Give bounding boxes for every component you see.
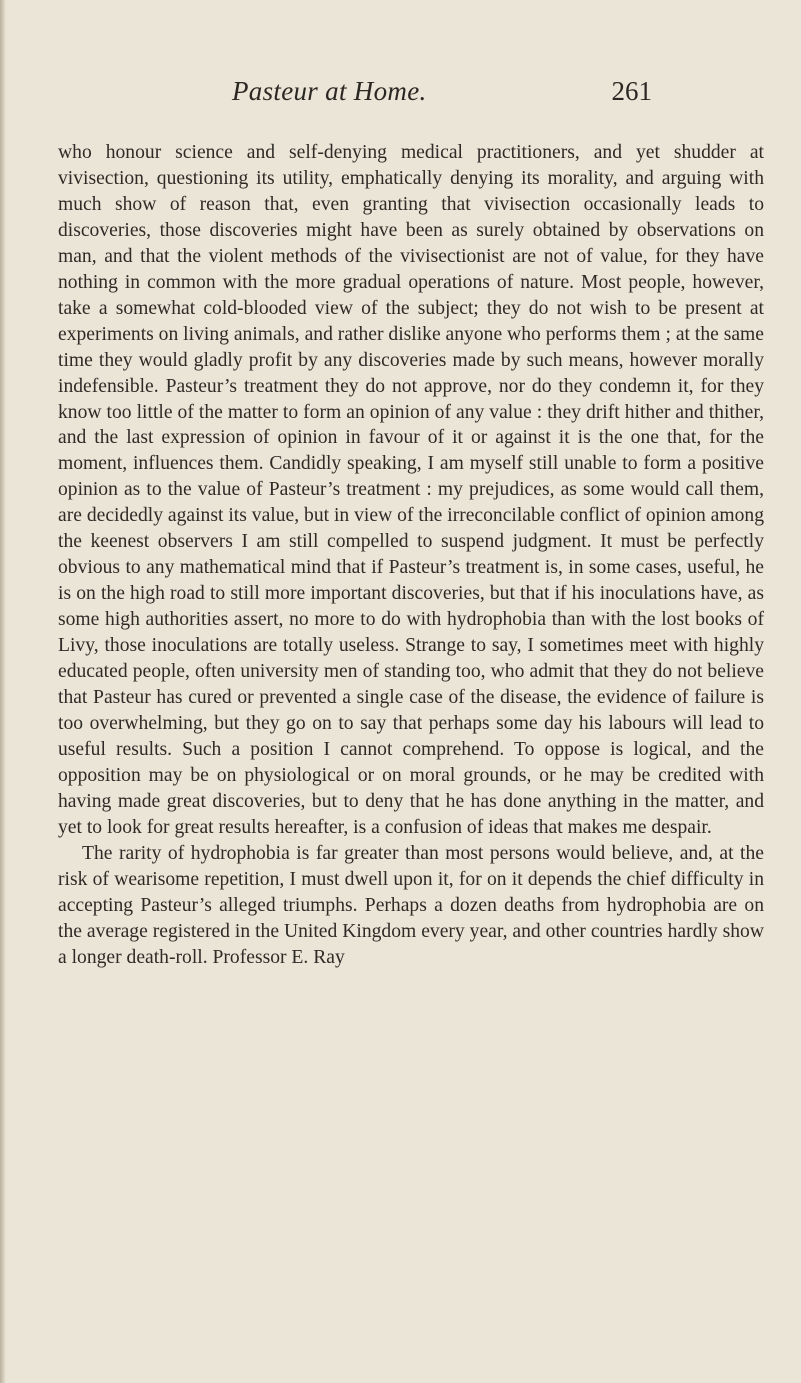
- body-text: [58, 140, 764, 971]
- paragraph-2: The rarity of hydrophobia is far greater than most persons would believe, and, at the risk of wearisome repetition, I must dwell upon it, for on it depends the chief difficulty in accepting Pasteur’s alleged triumphs. Perhaps a dozen deaths from hydrophobia are on the average registered in the United Kingdom every year, and other countries hardly show a longer death-roll. Professor E. Ray: [58, 842, 764, 968]
- running-head: [232, 70, 652, 120]
- paragraph-1: who honour science and self-denying medical practitioners, and yet shudder at vivisection, questioning its utility, emphatically denying its morality, and arguing with much show of reason that, even granting that vivisection occasionally leads to discoveries, those discoveries might have been as surely obtained by observations on man, and that the violent methods of the vivisectionist are not of value, for they have nothing in common with the more gradual operations of nature. Most people, however, take a somewhat cold-blooded view of the subject; they do not wish to be present at experiments on living animals, and rather dislike anyone who performs them ; at the same time they would gladly profit by any discoveries made by such means, however morally indefensible. Pasteur’s treatment they do not approve, nor do they condemn it, for they know too little of the matter to form an opinion of any value : they drift hither and thither, and the last expression of opinion in favour of it or against it is the one that, for the moment, influences them. Candidly speaking, I am myself still unable to form a positive opinion as to the value of Pasteur’s treatment : my prejudices, as some would call them, are decidedly against its value, but in view of the irreconcilable conflict of opinion among the keenest observers I am still compelled to suspend judgment. It must be perfectly obvious to any mathematical mind that if Pasteur’s treatment is, in some cases, useful, he is on the high road to still more important discoveries, but that if his inoculations have, as some high authorities assert, no more to do with hydrophobia than with the lost books of Livy, those inoculations are totally useless. Strange to say, I sometimes meet with highly educated people, often university men of standing too, who admit that they do not believe that Pasteur has cured or prevented a single case of the disease, the evidence of failure is too overwhelming, but they go on to say that perhaps some day his labours will lead to useful results. Such a position I cannot comprehend. To oppose is logical, and the opposition may be on physiological or on moral grounds, or he may be credited with having made great discoveries, but to deny that he has done anything in the matter, and yet to look for great results hereafter, is a confusion of ideas that makes me despair.: [58, 142, 764, 838]
- running-title: Pasteur at Home.: [232, 76, 427, 106]
- binding-edge: [0, 0, 6, 1383]
- page-number: 261: [611, 76, 652, 106]
